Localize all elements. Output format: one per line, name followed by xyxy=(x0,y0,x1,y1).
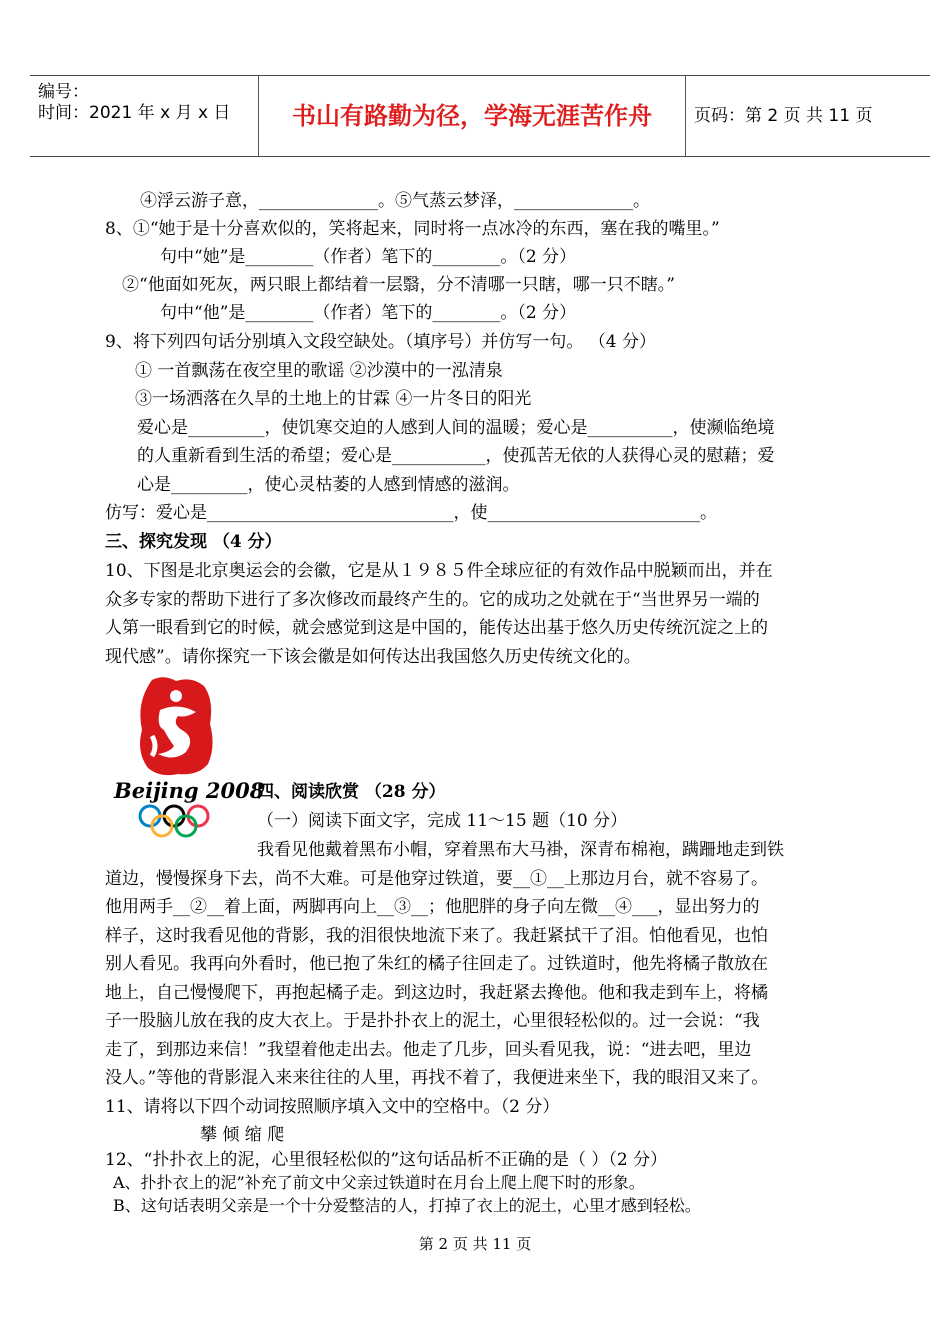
question-12: 12、“扑扑衣上的泥，心里很轻松似的”这句话品析不正确的是（ ）（2 分） xyxy=(105,1150,668,1170)
section-heading: 三、探究发现 （4 分） xyxy=(105,532,282,552)
text-line: 仿写：爱心是_____________________________，使_________________________。 xyxy=(105,503,717,523)
text-line: ④浮云游子意，______________。⑤气蒸云梦泽，______________。 xyxy=(140,191,650,211)
time-label: 时间：2021 年 x 月 x 日 xyxy=(38,103,231,123)
passage-line: 样子，这时我看见他的背影，我的泪很快地流下来了。我赶紧拭干了泪。怕他看见，也怕 xyxy=(105,926,768,946)
option-line: ③一场洒落在久旱的土地上的甘霖 ④一片冬日的阳光 xyxy=(135,389,532,409)
text-line: ②“他面如死灰，两只眼上都结着一层翳，分不清哪一只瞎，哪一只不瞎。” xyxy=(122,275,675,295)
emblem-graphic xyxy=(112,672,265,842)
answer-option-a: A、扑扑衣上的泥”补充了前文中父亲过铁道时在月台上爬上爬下时的形象。 xyxy=(113,1173,645,1192)
emblem-head xyxy=(170,690,182,702)
passage-line: 没人。”等他的背影混入来来往往的人里，再找不着了，我便进来坐下，我的眼泪又来了。 xyxy=(105,1068,769,1088)
header-motto: 书山有路勤为径，学海无涯苦作舟 xyxy=(292,102,652,130)
page-footer: 第 2 页 共 11 页 xyxy=(418,1235,532,1253)
text-line: 的人重新看到生活的希望；爱心是___________，使孤苦无依的人获得心灵的慰藉；爱 xyxy=(137,446,775,466)
passage-line: 走了，到那边来信！”我望着他走出去。他走了几步，回头看见我，说：“进去吧，里边 xyxy=(105,1040,752,1060)
text-line: 句中“她”是________（作者）笔下的________。（2 分） xyxy=(160,247,577,267)
question-8: 8、①“她于是十分喜欢似的，笑将起来，同时将一点冰冷的东西，塞在我的嘴里。” xyxy=(105,219,720,239)
passage-line: 道边，慢慢探身下去，尚不大难。可是他穿过铁道，要__①__上那边月台，就不容易了。 xyxy=(105,869,768,889)
text-line: 现代感”。请你探究一下该会徽是如何传达出我国悠久历史传统文化的。 xyxy=(105,647,641,667)
header-page-info: 页码：第 2 页 共 11 页 xyxy=(694,106,873,126)
passage-line: 子一股脑儿放在我的皮大衣上。于是扑扑衣上的泥土，心里很轻松似的。过一会说：“我 xyxy=(105,1011,760,1031)
page-header xyxy=(30,75,930,157)
text-line: 句中“他”是________（作者）笔下的________。（2 分） xyxy=(160,303,577,323)
section-heading: 四、阅读欣赏 （28 分） xyxy=(257,782,446,802)
beijing-2008-emblem xyxy=(112,672,265,842)
question-9: 9、将下列四句话分别填入文段空缺处。（填序号）并仿写一句。 （4 分） xyxy=(105,332,656,352)
option-line: ① 一首飘荡在夜空里的歌谣 ②沙漠中的一泓清泉 xyxy=(135,361,503,381)
answer-option-b: B、这句话表明父亲是一个十分爱整洁的人，打掉了衣上的泥土，心里才感到轻松。 xyxy=(113,1196,701,1215)
question-10: 10、下图是北京奥运会的会徽，它是从１９８５件全球应征的有效作品中脱颖而出，并在 xyxy=(105,561,773,581)
header-meta xyxy=(30,76,258,156)
text-line: 心是_________，使心灵枯萎的人感到情感的滋润。 xyxy=(137,475,520,495)
passage-line: 地上，自己慢慢爬下，再抱起橘子走。到这边时，我赶紧去搀他。他和我走到车上，将橘 xyxy=(105,983,768,1003)
subsection-heading: （一）阅读下面文字，完成 11～15 题（10 分） xyxy=(257,811,628,831)
text-line: 众多专家的帮助下进行了多次修改而最终产生的。它的成功之处就在于“当世界另一端的 xyxy=(105,590,760,610)
emblem-text: Beijing 2008 xyxy=(114,778,265,803)
text-line: 人第一眼看到它的时候，就会感觉到这是中国的，能传达出基于悠久历史传统沉淀之上的 xyxy=(105,618,768,638)
header-divider xyxy=(685,76,686,156)
number-label: 编号： xyxy=(38,82,89,102)
passage-line: 我看见他戴着黑布小帽，穿着黑布大马褂，深青布棉袍，蹒跚地走到铁 xyxy=(257,840,784,860)
verb-list: 攀 倾 缩 爬 xyxy=(200,1125,285,1145)
passage-line: 他用两手__②__着上面，两脚再向上__③__；他肥胖的身子向左微__④___，显出努力的 xyxy=(105,897,760,917)
text-line: 爱心是_________，使饥寒交迫的人感到人间的温暖；爱心是__________，使濒临绝境 xyxy=(137,418,775,438)
question-11: 11、请将以下四个动词按照顺序填入文中的空格中。（2 分） xyxy=(105,1097,560,1117)
passage-line: 别人看见。我再向外看时，他已抱了朱红的橘子往回走了。过铁道时，他先将橘子散放在 xyxy=(105,954,768,974)
